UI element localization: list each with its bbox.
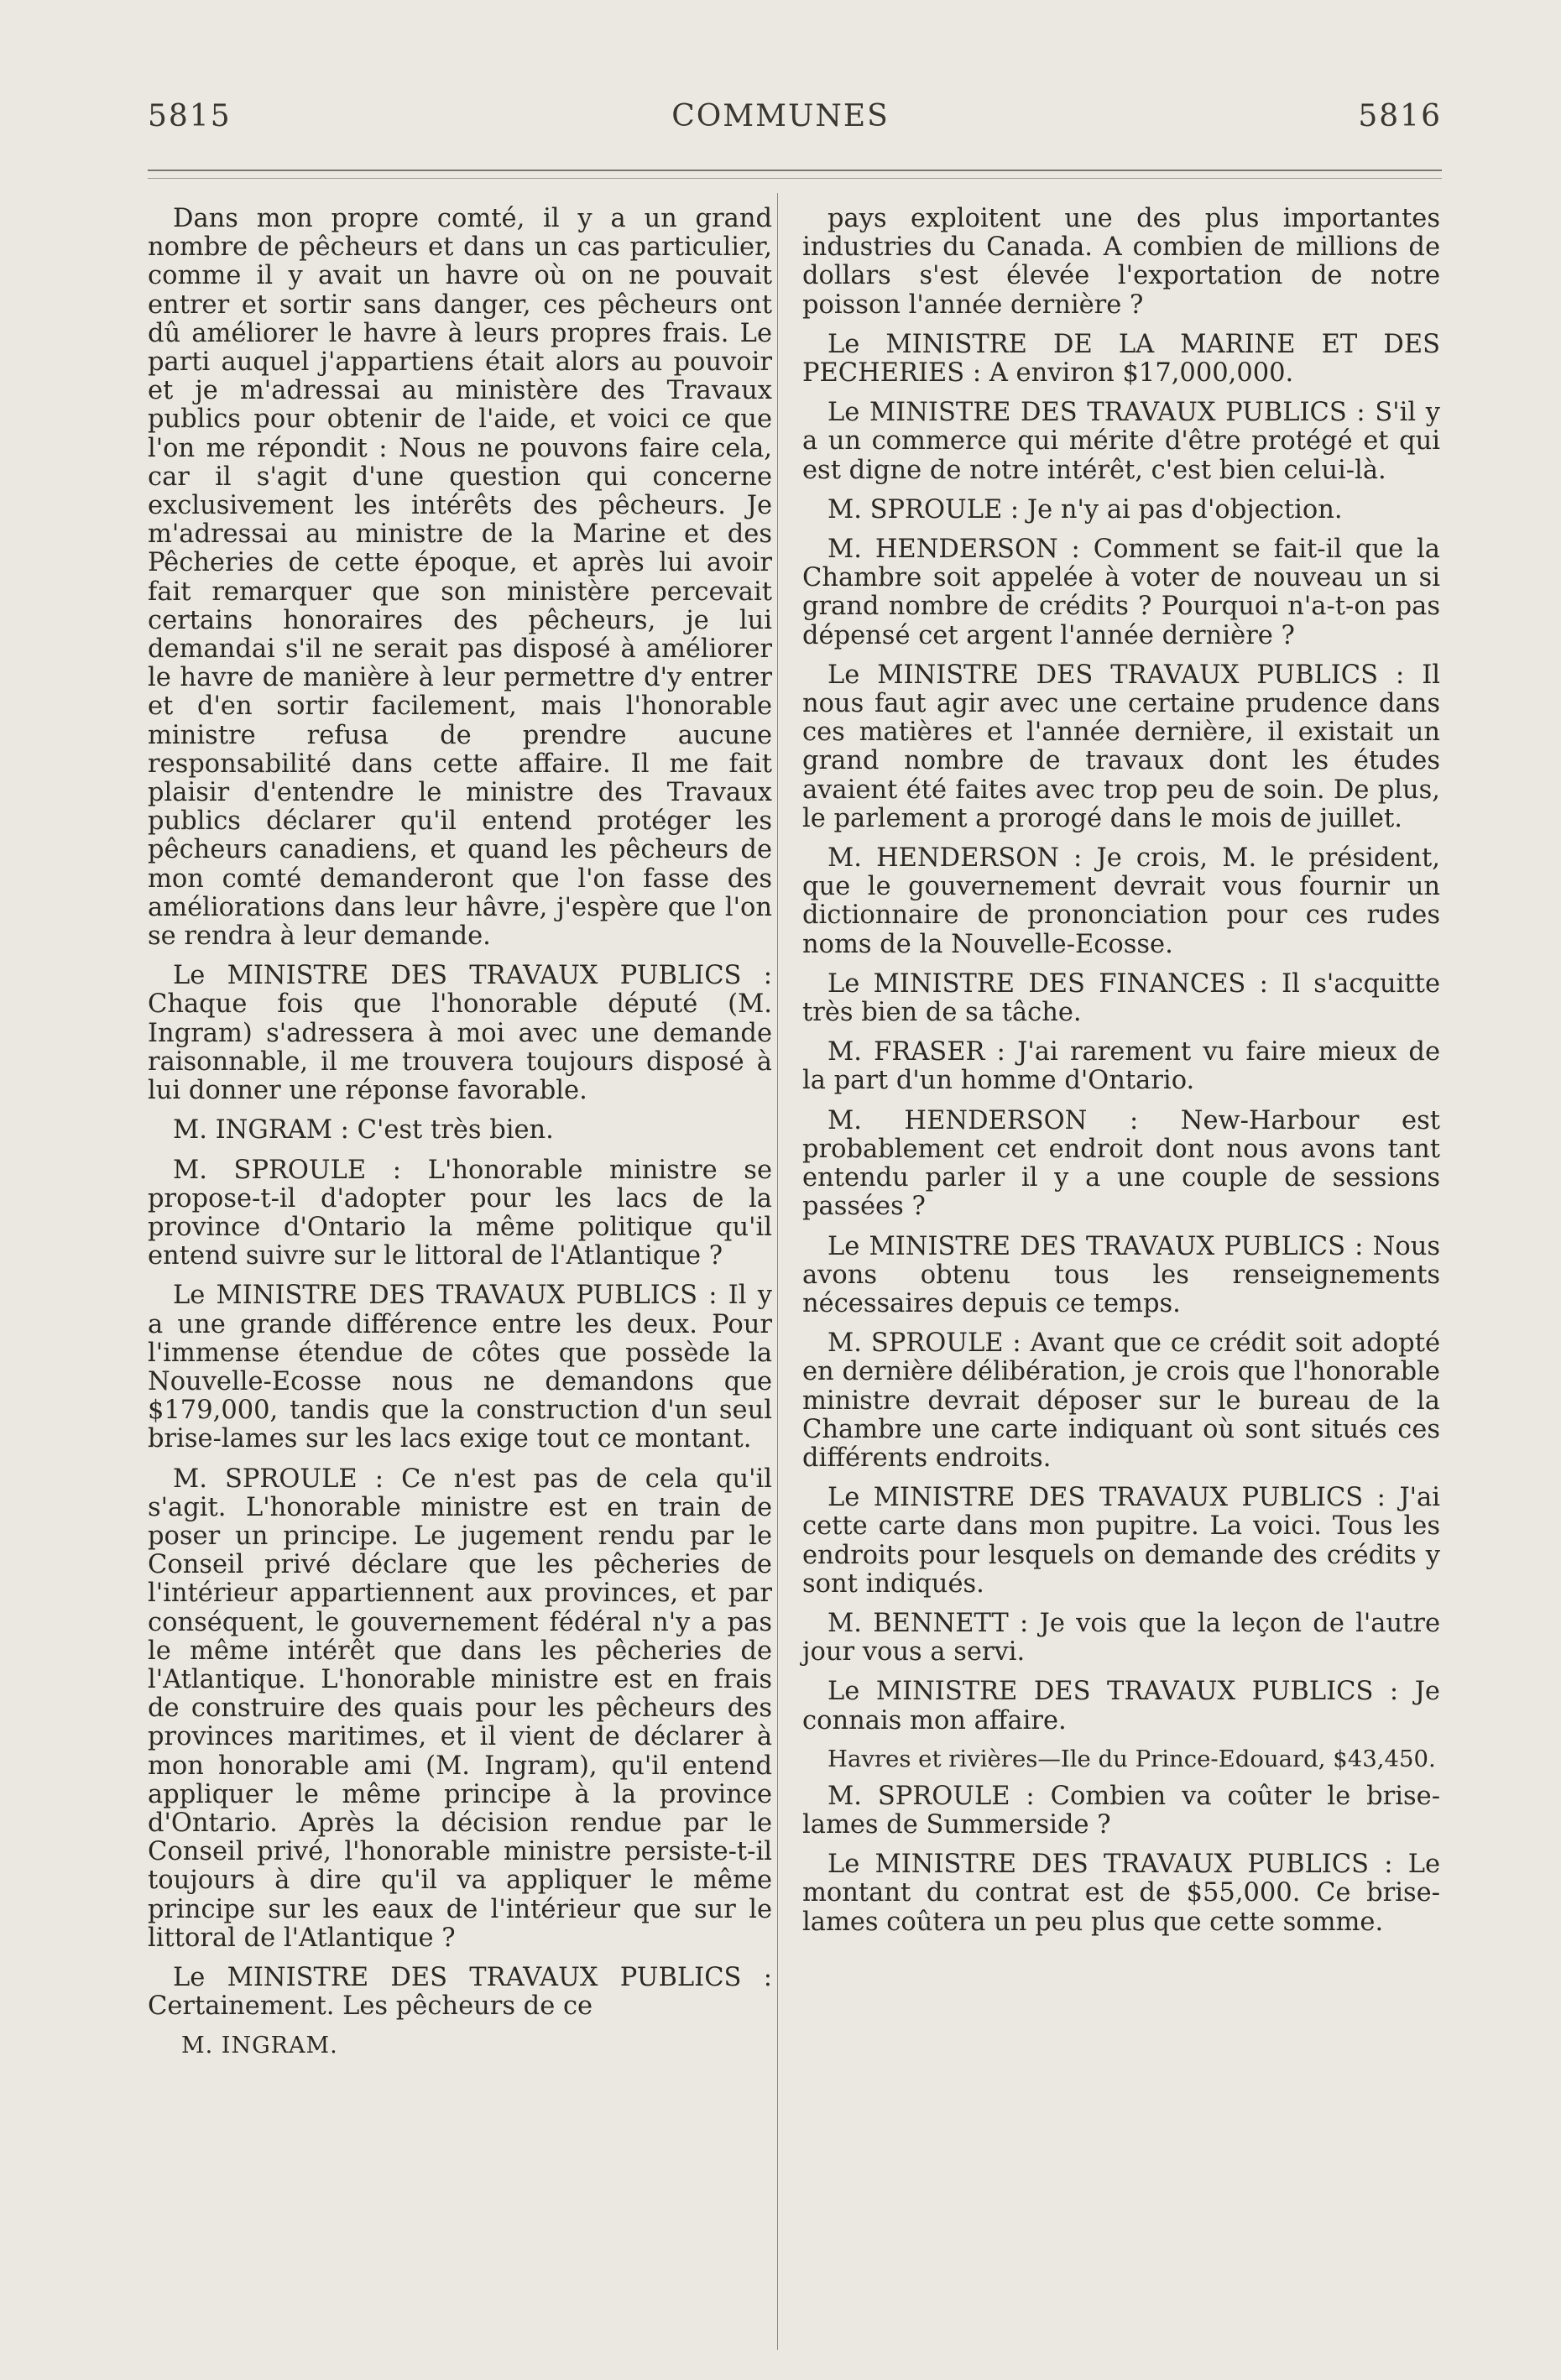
left-column [148, 205, 772, 2072]
right-column [802, 205, 1440, 1948]
paragraph: M. INGRAM : C'est très bien. [173, 1115, 554, 1146]
paragraph: Le MINISTRE DE LA MARINE ET DES PECHERIES : A environ $17,000,000. [802, 329, 1440, 389]
paragraph: Le MINISTRE DES TRAVAUX PUBLICS : Il y a une grande différence entre les deux. Pour l'immense étendue de côtes que possède la Nouvelle-Ecosse nous ne demandons que $179,000, tandis que la construction d'un seul brise-lames sur les lacs exige tout ce montant. [148, 1281, 772, 1454]
page-number-right: 5816 [1358, 99, 1442, 133]
paragraph: M. HENDERSON : Comment se fait-il que la Chambre soit appelée à voter de nouveau un si grand nombre de crédits ? Pourquoi n'a-t-on pas dépensé cet argent l'année dernière ? [802, 535, 1440, 650]
paragraph: M. BENNETT : Je vois que la leçon de l'autre jour vous a servi. [802, 1608, 1440, 1668]
header-rule-thin [148, 178, 1442, 179]
paragraph: M. FRASER : J'ai rarement vu faire mieux de la part d'un homme d'Ontario. [802, 1037, 1440, 1096]
paragraph: M. HENDERSON : Je crois, M. le président, que le gouvernement devrait vous fournir un dictionnaire de prononciation pour ces rudes noms de la Nouvelle-Ecosse. [802, 843, 1440, 959]
paragraph: pays exploitent une des plus importantes industries du Canada. A combien de millions de dollars s'est élevée l'exportation de notre poisson l'année dernière ? [802, 204, 1440, 320]
paragraph: Le MINISTRE DES TRAVAUX PUBLICS : S'il y a un commerce qui mérite d'être protégé et qui est digne de notre intérêt, c'est bien celui-là. [802, 398, 1440, 485]
page-signature: M. INGRAM. [181, 2033, 338, 2059]
header-rule [148, 170, 1442, 171]
paragraph: Le MINISTRE DES TRAVAUX PUBLICS : Chaque fois que l'honorable député (M. Ingram) s'adressera à moi avec une demande raisonnable, il me trouvera toujours disposé à lui donner une réponse favorable. [148, 961, 772, 1106]
paragraph: Le MINISTRE DES TRAVAUX PUBLICS : Il nous faut agir avec une certaine prudence dans ces matières et l'année dernière, il existait un grand nombre de travaux dont les études avaient été faites avec trop peu de soin. De plus, le parlement a prorogé dans le mois de juillet. [802, 660, 1440, 833]
page-title: COMMUNES [671, 99, 890, 133]
vote-item: Havres et rivières—Ile du Prince-Edouard, $43,450. [827, 1745, 1436, 1772]
page-number-left: 5815 [148, 99, 232, 133]
paragraph: Le MINISTRE DES TRAVAUX PUBLICS : Nous avons obtenu tous les renseignements nécessaires depuis ce temps. [802, 1231, 1440, 1318]
paragraph: M. SPROULE : Combien va coûter le brise-lames de Summerside ? [802, 1781, 1440, 1840]
paragraph: Dans mon propre comté, il y a un grand nombre de pêcheurs et dans un cas particulier, comme il y avait un havre où on ne pouvait entrer et sortir sans danger, ces pêcheurs ont dû améliorer le havre à leurs propres frais. Le parti auquel j'appartiens était alors au pouvoir et je m'adressai au ministère des Travaux publics pour obtenir de l'aide, et voici ce que l'on me répondit : Nous ne pouvons faire cela, car il s'agit d'une question qui concerne exclusivement les intérêts des pêcheurs. Je m'adressai au ministre de la Marine et des Pêcheries de cette époque, et après lui avoir fait remarquer que son ministère percevait certains honoraires des pêcheurs, je lui demandai s'il ne serait pas disposé à améliorer le havre de manière à leur permettre d'y entrer et d'en sortir facilement, mais l'honorable ministre refusa de prendre aucune responsabilité dans cette affaire. Il me fait plaisir d'entendre le ministre des Travaux publics déclarer qu'il entend protéger les pêcheurs canadiens, et quand les pêcheurs de mon comté demanderont que l'on fasse des améliorations dans leur hâvre, j'espère que l'on se rendra à leur demande. [148, 204, 772, 952]
paragraph: Le MINISTRE DES TRAVAUX PUBLICS : J'ai cette carte dans mon pupitre. La voici. Tous les endroits pour lesquels on demande des crédits y sont indiqués. [802, 1483, 1440, 1599]
paragraph: M. HENDERSON : New-Harbour est probablement cet endroit dont nous avons tant entendu parler il y a une couple de sessions passées ? [802, 1105, 1440, 1222]
paragraph: Le MINISTRE DES TRAVAUX PUBLICS : Certainement. Les pêcheurs de ce [148, 1962, 772, 2022]
paragraph: M. SPROULE : L'honorable ministre se propose-t-il d'adopter pour les lacs de la province d'Ontario la même politique qu'il entend suivre sur le littoral de l'Atlantique ? [148, 1155, 772, 1271]
paragraph: Le MINISTRE DES FINANCES : Il s'acquitte très bien de sa tâche. [802, 968, 1440, 1028]
paragraph: M. SPROULE : Ce n'est pas de cela qu'il s'agit. L'honorable ministre est en train de poser un principe. Le jugement rendu par le Conseil privé déclare que les pêcheries de l'intérieur appartiennent aux provinces, et par conséquent, le gouvernement fédéral n'y a pas le même intérêt que dans les pêcheries de l'Atlantique. L'honorable ministre est en frais de construire des quais pour les pêcheurs des provinces maritimes, et il vient de déclarer à mon honorable ami (M. Ingram), qu'il entend appliquer le même principe à la province d'Ontario. Après la décision rendue par le Conseil privé, l'honorable ministre persiste-t-il toujours à dire qu'il va appliquer le même principe sur les eaux de l'intérieur que sur le littoral de l'Atlantique ? [148, 1464, 772, 1953]
paragraph: M. SPROULE : Avant que ce crédit soit adopté en dernière délibération, je crois que l'honorable ministre devrait déposer sur le bureau de la Chambre une carte indiquant où sont situés ces différents endroits. [802, 1328, 1440, 1473]
paragraph: Le MINISTRE DES TRAVAUX PUBLICS : Je connais mon affaire. [802, 1677, 1440, 1735]
paragraph: Le MINISTRE DES TRAVAUX PUBLICS : Le montant du contrat est de $55,000. Ce brise-lames coûtera un peu plus que cette somme. [802, 1850, 1440, 1937]
column-divider [777, 193, 778, 2350]
paragraph: M. SPROULE : Je n'y ai pas d'objection. [827, 494, 1343, 525]
